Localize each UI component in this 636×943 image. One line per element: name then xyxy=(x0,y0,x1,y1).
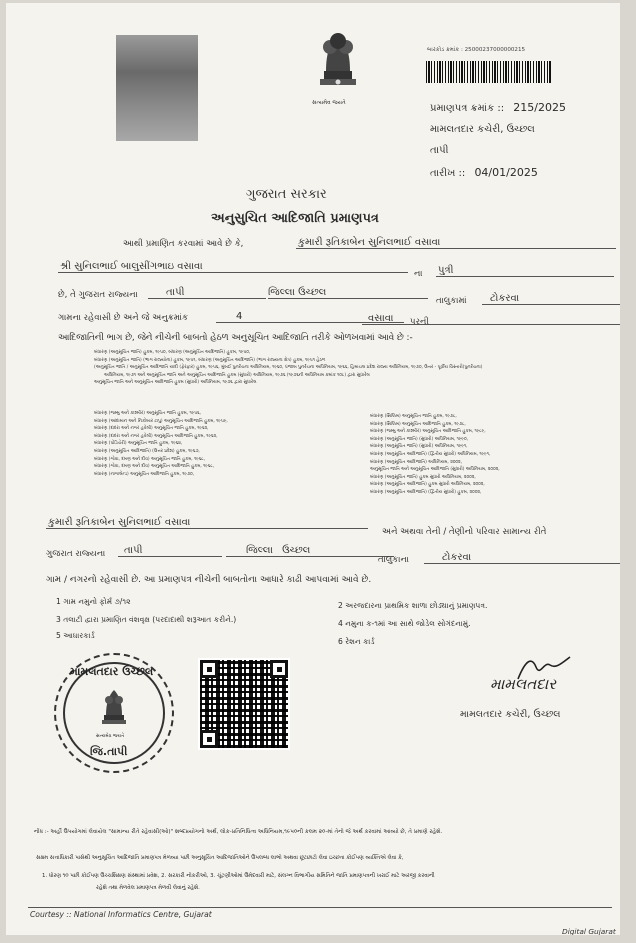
order-line: બંધારણ (અનુસૂચિત આદિજાતિ) (ઉત્તર પ્રદેશ) હુકમ, ૧૯૬૭, xyxy=(94,448,200,454)
taluka-field-2 xyxy=(226,545,394,557)
order-line: (અનુસૂચિત જાતિ / અનુસૂચિત આદિજાતિ યાદી (ફેરફાર) હુકમ, ૧૯૫૬, મુંબઈ પુનર્રચના અધિનિયમ, ૧૯૬૦, પંજાબ પુનર્રચના અધિનિયમ, ૧૯૬૬, હિમાચલ પ્રદેશ રાજ્ય અધિનિયમ, ૧૯૭૦, ઉત્તર - પૂર્વીય વિસ્તારો(પુનર્રચના) xyxy=(94,365,483,371)
date-label: તારીખ :: xyxy=(430,168,466,179)
signature-handwriting: મામલતદાર xyxy=(490,675,556,693)
village-value-2: ટોકરવા xyxy=(424,552,620,564)
taluka-label: તાલુકામાં xyxy=(436,296,467,306)
order-line: બંધારણ (અનુસૂચિત આદિજાતિ) અધિનિયમ, ૨૦૦૨, xyxy=(370,459,463,465)
district-label-2: જિલ્લા xyxy=(246,545,273,556)
caste-label: પરની xyxy=(410,317,429,327)
relation-label: ના xyxy=(414,269,423,279)
order-line: બંધારણ (અનુસૂચિત આદિજાતિ) (દ્વિતીય સુધારો) અધિનિયમ, ૧૯૯૧, xyxy=(370,451,491,457)
recognition-line: આદિજાતિની ભાગ છે, જેને નીચેની બાબતો હેઠળ અનુસૂચિત આદિજાતિ તરીકે ઓળખવામાં આવે છે :- xyxy=(58,333,413,343)
district-value-2: તાપી xyxy=(118,545,222,557)
state-prefix: છે, તે ગુજરાત રાજ્યના xyxy=(58,290,138,300)
applicant-name: કુમારી રૂતિકાબેન સુનિલભાઈ વસાવા xyxy=(296,237,616,249)
order-line: અધિનિયમ, ૧૯૭૧ અને અનુસૂચિત જાતિ અને અનુસૂચિત આદિજાતિ હુકમ (સુધારો) અધિનિયમ, ૧૯૭૬ (૧૯૭૬ની અધિનિયમ ક્રમાંક ૧૦૮) દ્વારા સુધારેલ xyxy=(104,372,370,378)
emblem-caption: સત્યમેવ જયતે xyxy=(312,100,346,106)
order-line: બંધારણ (અનુસૂચિત જાતિ) હુકમ, ૧૯૫૦, બંધારણ (અનુસૂચિત આદિજાતિ) હુકમ, ૧૯૫૦, xyxy=(94,350,251,355)
cert-no-label: પ્રમાણપત્ર ક્રમાંક :: xyxy=(430,103,505,114)
certificate-title: અનુસુચિત આદિજાતિ પ્રમાણપત્ર xyxy=(211,211,379,226)
order-line: બંધારણ (જમ્મુ અને કાશ્મીર) અનુસૂચિત આદિજાતિ હુકમ, ૧૯૮૯, xyxy=(370,429,486,435)
doc-item: 6 રેશન કાર્ડ xyxy=(338,637,375,646)
state-prefix-2: ગુજરાત રાજ્યના xyxy=(46,549,106,559)
order-line: બંધારણ (દાદરા અને નગર હવેલી) અનુસૂચિત આદિજાતિ હુકમ, ૧૯૬૨, xyxy=(94,433,218,439)
order-line: બંધારણ (દાદરા અને નગર હવેલી) અનુસૂચિત જાતિ હુકમ, ૧૯૬૨, xyxy=(94,426,209,432)
village-prefix: ગામના રહેવાસી છે અને જે અનુક્રમાંક xyxy=(58,313,189,323)
orders-top xyxy=(94,349,482,387)
barcode-label: બારકોડ ક્રમાંક : 25000237000000215 xyxy=(427,47,526,53)
cert-no-value: 215/2025 xyxy=(513,101,566,114)
caste-field xyxy=(362,313,620,325)
order-line: બંધારણ (સિક્કિમ) અનુસૂચિત જાતિ હુકમ, ૧૯૭૮, xyxy=(370,414,457,419)
issue-line: ગામ / નગરનો રહેવાસી છે. આ પ્રમાણપત્ર નીચેની બાબતોના આધારે કાઢી આપવામાં આવે છે. xyxy=(46,575,372,585)
caste-value: વસાવા xyxy=(368,313,394,324)
national-emblem-icon xyxy=(306,25,370,109)
date-row xyxy=(430,166,538,179)
doc-item: 2 અરજદારના પ્રાથમિક શાળા છોડ્યાનું પ્રમાણપત્ર. xyxy=(338,601,488,610)
signature-stroke xyxy=(514,653,574,683)
office-line: મામલતદાર કચેરી, ઉચ્છલ xyxy=(430,124,535,135)
qr-code xyxy=(198,658,290,750)
header-district: તાપી xyxy=(430,145,449,156)
order-line: અનુસૂચિત જાતિ અને અનુસૂચિત આદિજાતિ (સુધારો) અધિનિયમ, ૨૦૦૨, xyxy=(370,467,500,473)
order-line: બંધારણ (અનુસૂચિત આદિજાતિ) હુકમ સુધારો અધિનિયમ, ૨૦૦૨, xyxy=(370,482,485,488)
courtesy-text: Courtesy :: National Informatics Centre, Gujarat xyxy=(30,910,212,919)
relation-value: પુત્રી xyxy=(436,265,614,277)
order-line: બંધારણ (આંદામાન અને નિકોબાર ટાપુ) અનુસૂચિત આદિજાતિ હુકમ, ૧૯૫૯, xyxy=(94,418,228,424)
stamp-emblem-caption: સત્યમેવ જયતે xyxy=(96,734,125,739)
order-line: બંધારણ (અનુસૂચિત જાતિ) (સુધારો) અધિનિયમ, ૧૯૯૧, xyxy=(370,444,468,450)
doc-item: 3 તલાટી દ્વારા પ્રમાણિત વંશવૃક્ષ (પરદાદાથી શરૂઆત કરીને.) xyxy=(56,615,237,624)
official-stamp xyxy=(54,653,174,773)
footer-divider xyxy=(28,907,612,908)
stamp-emblem-icon xyxy=(94,685,134,733)
taluka-value-2: ઉચ્છલ xyxy=(282,545,311,556)
doc-item: 4 નમુના ક-૧માં આ સાથે જોડેલ સોગંદનામું. xyxy=(338,619,471,628)
cert-no-row xyxy=(430,101,566,114)
footer-note-1: નોંધ :- અહીં ઉપયોગમાં લેવાયેલ "સામાન્ય રીતે રહેવાસી(ઓ)" શબ્દપ્રયોગનો અર્થ, લોક-પ્રતિનિધિત્વ અધિનિયમ,૧૯૫૦ની કલમ ૨૦-માં તેનો જે અર્થ કરવામાં આવ્યો છે, તે પ્રમાણે રહેશે. xyxy=(34,829,443,835)
footer-note-3: 1. ધોરણ ૧૦ પછી કોઈપણ ઉચ્ચશિક્ષણ સંસ્થામાં પ્રવેશ, 2. સરકારી નોકરીઓ, 3. ચૂંટણીઓમાં ઉમેદવારી માટે, સંલગ્ન વિભાગીય સમિતિને જાતિ પ્રમાણપત્રની ખરાઈ માટે અરજી કરવાની xyxy=(42,873,435,879)
footer-note-2: સક્ષમ સત્તાધિકારી પાસેથી અનુસૂચિત આદિજાતિ પ્રમાણપત્ર મેળવ્યા પછી અનુસૂચિત આદિજાતિઓને ઉપલબ્ધ લાભો અથવા છૂટછાટો લેવા ઇચ્છતા કોઈપણ વ્યક્તિએ લેવા કે, xyxy=(36,855,404,861)
order-line: બંધારણ (અનુસૂચિત આદિજાતિ) (દ્વિતીય સુધારો) હુકમ, ૨૦૦૨, xyxy=(370,489,482,495)
order-line: બંધારણ (અનુસૂચિત જાતિ) (સુધારો) અધિનિયમ, ૧૯૯૦, xyxy=(370,436,469,442)
applicant-name-2: કુમારી રૂતિકાબેન સુનિલભાઈ વસાવા xyxy=(46,517,368,529)
order-line: બંધારણ (નાગાલેન્ડ) અનુસૂચિત આદિજાતિ હુકમ, ૧૯૭૦, xyxy=(94,471,195,477)
order-line: બંધારણ (અનુસૂચિત જાતિ) હુકમ સુધારો અધિનિયમ, ૨૦૦૨, xyxy=(370,474,476,480)
stamp-top-text: મામલતદાર ઉચ્છલ xyxy=(70,665,154,678)
order-line: બંધારણ (સિક્કિમ) અનુસૂચિત આદિજાતિ હુકમ, ૧૯૭૮, xyxy=(370,421,466,427)
order-line: બંધારણ (જમ્મુ અને કાશ્મીર) અનુસૂચિત જાતિ હુકમ, ૧૯૫૬, xyxy=(94,411,201,416)
government-title: ગુજરાત સરકાર xyxy=(246,187,327,202)
order-line: બંધારણ (ગોવા, દમણ અને દીવ) અનુસૂચિત જાતિ હુકમ, ૧૯૬૮, xyxy=(94,456,206,462)
district-value: તાપી xyxy=(148,287,266,299)
village-value: ટોકરવા xyxy=(482,293,620,305)
doc-item: 5 આધારકાર્ડ xyxy=(56,631,95,640)
district-label: જિલ્લા xyxy=(268,287,295,298)
parent-name: શ્રી સુનિલભાઈ બાલુસીંગભાઇ વસાવા xyxy=(58,261,408,273)
orders-left xyxy=(94,410,228,478)
taluka-field xyxy=(268,287,428,299)
taluka-label-2: તાલુકાના xyxy=(378,555,409,565)
applicant-photo xyxy=(116,35,198,141)
footer-note-4: રહેશે તથા મેળવેલ પ્રમાણપત્ર મેળવી લેવાનું રહેશે. xyxy=(96,885,200,891)
orders-right xyxy=(370,413,500,497)
order-line: બંધારણ (પોંડિચેરી) અનુસૂચિત જાતિ હુકમ, ૧૯૬૪, xyxy=(94,441,183,447)
serial-value: 4 xyxy=(216,311,404,323)
date-value: 04/01/2025 xyxy=(474,166,538,179)
stamp-bottom-text: જિ.તાપી xyxy=(90,745,128,758)
barcode xyxy=(426,61,552,83)
order-line: બંધારણ (ગોવા, દમણ અને દીવ) અનુસૂચિત આદિજાતિ હુકમ, ૧૯૬૮, xyxy=(94,464,215,470)
digital-gujarat-text: Digital Gujarat xyxy=(562,927,616,935)
taluka-value: ઉચ્છલ xyxy=(298,287,327,298)
order-line: બંધારણ (અનુસૂચિત જાતિ) (ભાગ રાજ્યોના) હુકમ, ૧૯૫૧, બંધારણ (અનુસૂચિત આદિજાતિ) (ભાગ રાજ્યના ક્ષેત્ર) હુકમ, ૧૯૫૧ હેઠળ xyxy=(94,357,326,363)
residence-phrase: અને અથવા તેની / તેણીનો પરિવાર સામાન્ય રીતે xyxy=(382,527,547,537)
doc-item: 1 ગામ નમુનો ફોર્મ ૭/૧૨ xyxy=(56,597,131,606)
certify-intro: આથી પ્રમાણિત કરવામાં આવે છે કે, xyxy=(123,239,244,249)
order-line: અનુસૂચિત જાતિ અને અનુસૂચિત આદિજાતિ હુકમ (સુધારો) અધિનિયમ, ૧૯૭૬ દ્વારા સુધારેલ xyxy=(94,380,257,386)
signature-office: મામલતદાર કચેરી, ઉચ્છલ xyxy=(460,709,561,720)
certificate-page xyxy=(6,3,620,935)
